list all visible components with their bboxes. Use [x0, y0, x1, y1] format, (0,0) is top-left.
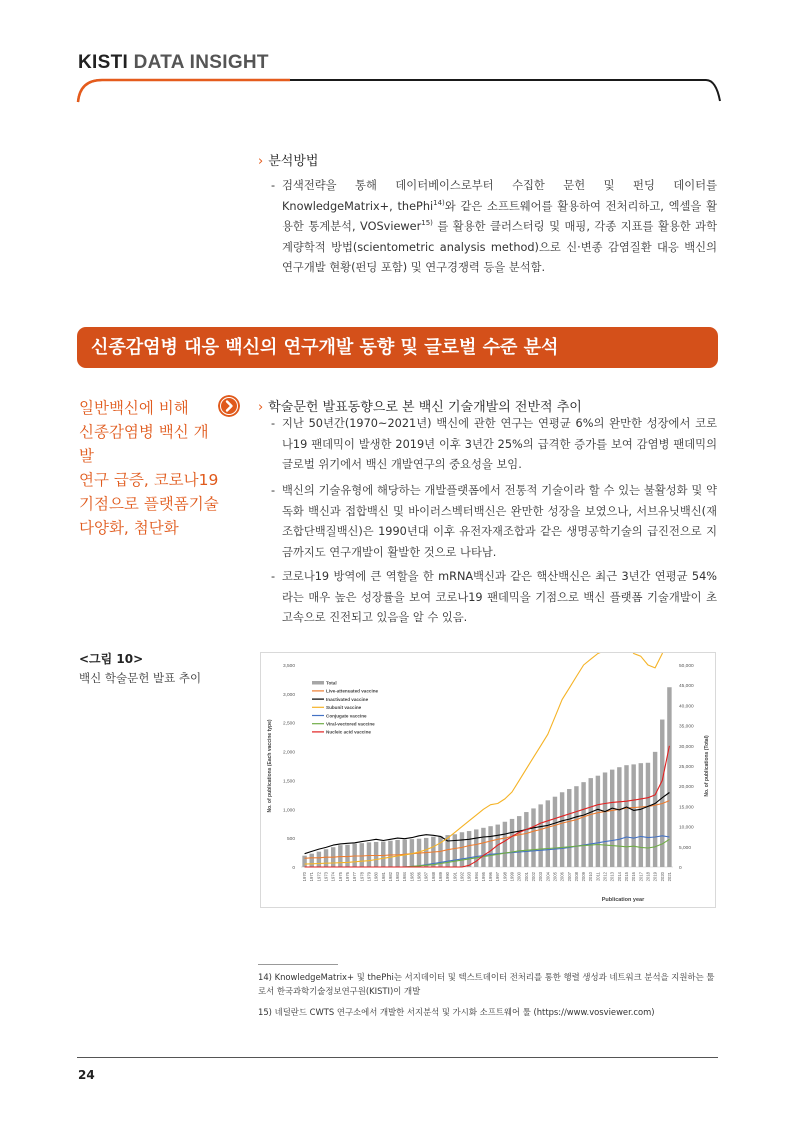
- total-bar: [367, 842, 371, 867]
- chevron-right-icon: ›: [258, 400, 264, 415]
- total-bar: [324, 849, 328, 867]
- total-bar: [596, 776, 600, 867]
- x-tick-label: 1992: [459, 872, 465, 882]
- x-tick-label: 1972: [316, 872, 322, 882]
- footnote-ref-14: 14): [433, 198, 445, 207]
- legend-swatch: [312, 681, 324, 685]
- trend-heading-text: 학술문헌 발표동향으로 본 백신 기술개발의 전반적 추이: [268, 400, 582, 415]
- y-right-tick-label: 0: [679, 866, 682, 871]
- method-text-b: 와 같은 소프트웨어를 활용하여 전처리하고, 엑셀을 활용한 통계분석, VOSviewer: [282, 199, 717, 233]
- y-right-tick-label: 25,000: [679, 765, 694, 770]
- x-tick-label: 1973: [323, 872, 329, 882]
- total-bar: [574, 786, 578, 867]
- arrow-circle-icon: [218, 395, 240, 417]
- legend-label: Inactivated vaccine: [326, 696, 369, 702]
- y-right-tick-label: 35,000: [679, 724, 694, 730]
- y-left-tick-label: 0: [292, 866, 295, 871]
- footnote-text: KnowledgeMatrix+ 및 thePhi는 서지데이터 및 텍스트데이터 전처리를 통한 행렬 생성과 네트워크 분석을 지원하는 툴로서 한국과학기술정보연구원(KISTI)이 개발: [258, 972, 715, 996]
- y-right-tick-label: 5,000: [679, 845, 692, 851]
- x-tick-label: 1997: [495, 872, 501, 882]
- total-bar: [395, 840, 399, 867]
- trend-heading: [258, 396, 582, 415]
- x-tick-label: 1983: [395, 872, 401, 882]
- x-tick-label: 2014: [616, 872, 622, 882]
- y-right-axis-title: No. of publications (Total): [704, 735, 710, 797]
- x-tick-label: 1981: [380, 872, 386, 882]
- sidebar-line: 연구 급증, 코로나19: [79, 471, 219, 489]
- trend-bullet-text: 지난 50년간(1970~2021년) 백신에 관한 연구는 연평균 6%의 완만한 성장에서 코로나19 팬데믹이 발생한 2019년 이후 3년간 25%의 급격한 증가를 보여 감염병 팬데믹의 글로벌 위기에서 백신 개발연구의 중요성을 보임.: [282, 417, 717, 471]
- publication-trend-chart: [260, 652, 716, 908]
- x-tick-label: 2003: [538, 872, 544, 882]
- x-tick-label: 1971: [309, 872, 315, 882]
- x-tick-label: 1991: [452, 872, 458, 882]
- x-tick-label: 1975: [337, 872, 343, 882]
- total-bar: [567, 789, 571, 867]
- method-heading-text: 분석방법: [268, 154, 319, 169]
- total-bar: [560, 792, 564, 867]
- y-right-tick-label: 15,000: [679, 805, 694, 811]
- total-bar: [467, 831, 471, 867]
- total-bar: [317, 852, 321, 867]
- y-left-tick-label: 2,500: [282, 721, 295, 727]
- x-tick-label: 2002: [531, 872, 536, 882]
- trend-bullet-text: 백신의 기술유형에 해당하는 개발플랫폼에서 전통적 기술이라 할 수 있는 불활성화 및 약독화 백신과 접합백신 및 바이러스벡터백신은 완만한 성장을 보였으나, 서브유닛백신(재조합단백질백신)은 1990년대 이후 유전자재조합과 같은 생명공학기술의 급진전으로 지금까지도 연구개발이 활발한 것으로 나타남.: [282, 484, 717, 559]
- total-bar: [546, 800, 550, 867]
- sidebar-line: 신종감염병 백신 개발: [79, 423, 209, 465]
- method-text-a: 검색전략을 통해 데이터베이스로부터 수집한 문헌 및 펀딩 데이터를 KnowledgeMatrix+, thePhi: [282, 179, 717, 213]
- y-left-axis-title: No. of publications (Each vaccine type): [267, 719, 273, 813]
- x-tick-label: 1977: [352, 872, 358, 882]
- x-tick-label: 1993: [466, 872, 472, 882]
- x-tick-label: 2010: [588, 872, 594, 882]
- total-bar: [639, 763, 643, 867]
- x-tick-label: 2000: [516, 872, 522, 882]
- x-tick-label: 1990: [445, 872, 451, 882]
- total-bar: [624, 765, 628, 867]
- header-rule: [0, 0, 793, 110]
- total-bar: [553, 797, 557, 867]
- trend-bullet-1: - 지난 50년간(1970~2021년) 백신에 관한 연구는 연평균 6%의 완만한 성장에서 코로나19 팬데믹이 발생한 2019년 이후 3년간 25%의 급격한 증가를 보여 감염병 팬데믹의 글로벌 위기에서 백신 개발연구의 중요성을 보임.: [271, 417, 717, 471]
- total-bar: [310, 854, 314, 867]
- x-tick-label: 1989: [438, 872, 443, 882]
- x-tick-label: 2018: [645, 872, 651, 882]
- total-bar: [603, 772, 607, 867]
- y-right-tick-label: 30,000: [679, 744, 694, 750]
- x-tick-label: 1994: [473, 872, 479, 882]
- x-tick-label: 2009: [581, 872, 587, 882]
- total-bar: [524, 812, 528, 867]
- footnote-15: [258, 1005, 718, 1019]
- x-tick-label: 1979: [366, 872, 372, 882]
- x-tick-label: 2020: [659, 872, 665, 882]
- footnote-14: [258, 970, 718, 998]
- sidebar-line: 일반백신에 비해: [79, 399, 189, 417]
- x-tick-label: 1978: [359, 872, 365, 882]
- total-bar: [481, 828, 485, 867]
- chevron-right-icon: ›: [258, 154, 264, 169]
- y-right-tick-label: 10,000: [679, 825, 694, 831]
- method-heading: [258, 150, 318, 169]
- total-bar: [345, 845, 349, 867]
- y-left-tick-label: 1,500: [282, 779, 295, 785]
- x-tick-label: 2021: [666, 872, 672, 882]
- x-tick-label: 2017: [638, 872, 644, 882]
- total-bar: [538, 804, 542, 867]
- x-tick-label: 2004: [545, 872, 551, 882]
- sidebar-line: 다양화, 첨단화: [79, 519, 179, 537]
- x-tick-label: 1980: [373, 872, 379, 882]
- y-right-tick-label: 40,000: [679, 704, 694, 710]
- method-text-c: 를 활용한 클러스터링 및 매핑, 각종 지표를 활용한 과학계량학적 방법(scientometric analysis method)으로 신·변종 감염질환 대응 백신의 연구개발 현황(펀딩 포함) 및 연구경쟁력 등을 분석함.: [282, 220, 718, 274]
- total-bar: [617, 767, 621, 867]
- x-tick-label: 1974: [330, 872, 336, 882]
- y-left-tick-label: 1,000: [282, 808, 295, 814]
- chart-svg: [261, 653, 715, 907]
- brand-part2: DATA INSIGHT: [133, 52, 269, 73]
- x-tick-label: 2006: [559, 872, 565, 882]
- method-paragraph: - 검색전략을 통해 데이터베이스로부터 수집한 문헌 및 펀딩 데이터를 KnowledgeMatrix+, thePhi$^{14)}$와 같은 소프트웨어를 활용하여 전처리하고, 엑셀을 활용한 통계분석, VOSviewer$^{15)}$ 를 활용한 클러스터링 및 매핑, 각종 지표를 활용한 과학계량학적 방법(scientometric analysis method)으로 신·변종 감염질환 대응 백신의 연구개발 현황(펀딩 포함) 및 연구경쟁력 등을 분석함.: [271, 179, 718, 274]
- total-bar: [646, 763, 650, 867]
- x-tick-label: 1998: [502, 872, 508, 882]
- total-bar: [653, 752, 657, 867]
- y-left-tick-label: 2,000: [282, 750, 295, 756]
- total-bar: [631, 764, 635, 867]
- x-tick-label: 1970: [302, 872, 308, 882]
- x-tick-label: 1986: [416, 872, 422, 882]
- x-tick-label: 2007: [566, 872, 572, 882]
- x-tick-label: 2016: [631, 872, 637, 882]
- section-banner: 신종감염병 대응 백신의 연구개발 동향 및 글로벌 수준 분석: [77, 327, 718, 368]
- x-tick-label: 1996: [488, 872, 494, 882]
- x-tick-label: 2005: [552, 872, 558, 882]
- footnote-text: 네덜란드 CWTS 연구소에서 개발한 서지분석 및 가시화 소프트웨어 툴 (https://www.vosviewer.com): [274, 1007, 655, 1017]
- x-tick-label: 1995: [480, 872, 486, 882]
- y-left-tick-label: 3,000: [282, 692, 295, 698]
- x-tick-label: 1984: [402, 872, 408, 882]
- y-right-tick-label: 45,000: [679, 684, 694, 690]
- x-tick-label: 1988: [430, 872, 436, 882]
- legend-label: Live-attenuated vaccine: [326, 688, 379, 694]
- sidebar-highlight: [79, 396, 219, 540]
- trend-bullet-3: - 코로나19 방역에 큰 역할을 한 mRNA백신과 같은 핵산백신은 최근 3년간 연평균 54%라는 매우 높은 성장률을 보여 코로나19 팬데믹을 기점으로 백신 플랫폼 기술개발이 초고속으로 진전되고 있음을 알 수 있음.: [271, 570, 717, 624]
- total-bar: [488, 826, 492, 867]
- total-bar: [589, 778, 593, 867]
- figure-label: <그림 10>: [79, 652, 144, 666]
- footer-rule: [77, 1057, 718, 1058]
- series-line-4: [305, 836, 670, 867]
- x-tick-label: 1985: [409, 872, 415, 882]
- page-number: 24: [78, 1068, 95, 1082]
- y-right-tick-label: 50,000: [679, 664, 694, 669]
- y-left-tick-label: 500: [286, 837, 295, 843]
- footnote-rule: [258, 964, 338, 965]
- legend-label: Nucleic acid vaccine: [326, 729, 371, 735]
- total-bar: [388, 841, 392, 867]
- figure-caption: 백신 학술문헌 발표 추이: [79, 671, 202, 685]
- total-bar: [374, 842, 378, 867]
- x-tick-label: 1987: [423, 872, 429, 882]
- legend-label: Viral-vectored vaccine: [326, 721, 375, 727]
- x-tick-label: 2011: [595, 872, 601, 882]
- x-tick-label: 1976: [345, 872, 350, 882]
- sidebar-line: 기점으로 플랫폼기술: [79, 495, 219, 513]
- footnote-ref-15: 15): [421, 219, 433, 228]
- total-bar: [517, 816, 521, 867]
- y-left-tick-label: 3,500: [282, 664, 295, 669]
- total-bar: [453, 834, 457, 867]
- total-bar: [403, 840, 407, 867]
- x-tick-label: 2012: [602, 872, 608, 882]
- total-bar: [610, 770, 614, 867]
- legend-label: Total: [326, 680, 337, 686]
- total-bar: [503, 822, 507, 867]
- footnote-number: 15): [258, 1007, 272, 1017]
- total-bar: [510, 819, 514, 867]
- x-tick-label: 1982: [387, 872, 393, 882]
- y-right-tick-label: 20,000: [679, 785, 694, 791]
- x-tick-label: 2008: [573, 872, 579, 882]
- total-bar: [460, 832, 464, 867]
- brand-part1: KISTI: [78, 52, 129, 73]
- legend-label: Conjugate vaccine: [326, 713, 367, 719]
- x-tick-label: 1999: [509, 872, 515, 882]
- x-tick-label: 2015: [624, 872, 629, 882]
- total-bar: [352, 844, 356, 867]
- x-tick-label: 2013: [609, 872, 615, 882]
- x-tick-label: 2001: [523, 872, 529, 882]
- x-axis-title: Publication year: [601, 897, 645, 903]
- total-bar: [531, 808, 535, 867]
- footnote-number: 14): [258, 972, 272, 982]
- series-line-3: [305, 653, 670, 864]
- trend-bullet-text: 코로나19 방역에 큰 역할을 한 mRNA백신과 같은 핵산백신은 최근 3년간 연평균 54%라는 매우 높은 성장률을 보여 코로나19 팬데믹을 기점으로 백신 플랫폼 기술개발이 초고속으로 진전되고 있음을 알 수 있음.: [282, 570, 717, 624]
- legend-label: Subunit vaccine: [326, 705, 362, 711]
- total-bar: [581, 782, 585, 867]
- x-tick-label: 2019: [652, 872, 658, 882]
- total-bar: [302, 856, 306, 867]
- total-bar: [381, 842, 385, 867]
- total-bar: [360, 843, 364, 867]
- trend-bullet-2: - 백신의 기술유형에 해당하는 개발플랫폼에서 전통적 기술이라 할 수 있는 불활성화 및 약독화 백신과 접합백신 및 바이러스벡터백신은 완만한 성장을 보였으나, 서브유닛백신(재조합단백질백신)은 1990년대 이후 유전자재조합과 같은 생명공학기술의 급진전으로 지금까지도 연구개발이 활발한 것으로 나타남.: [271, 484, 717, 559]
